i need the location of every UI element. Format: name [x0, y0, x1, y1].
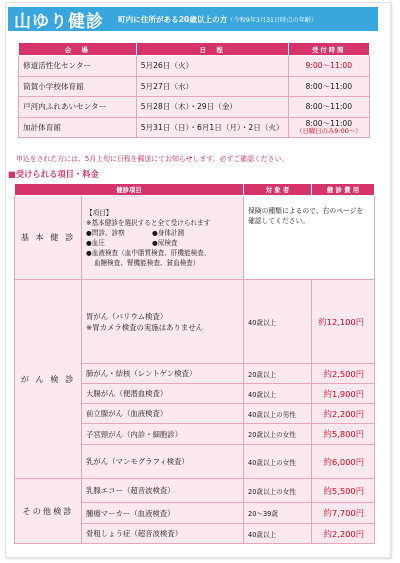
basic-fee-note: 保険の種類によるので、右のページを確認してください。 [244, 196, 375, 280]
target-cell: 20歳以上の女性 [244, 424, 312, 445]
time-cell: 8:00～11:00 [288, 97, 369, 118]
age-note: （令和9年3月31日時点の年齢） [227, 16, 318, 24]
exam-name: 胃がん（バリウム検査） [86, 311, 168, 321]
schedule-row [19, 97, 370, 118]
page-title: 山ゆり健診 [14, 11, 104, 32]
target-cell: 40歳以上の男性 [244, 404, 312, 424]
basic-category: 基 本 健 診 [15, 196, 82, 280]
fee-cell [312, 424, 375, 445]
other-category: その他検診 [15, 479, 82, 544]
fee-cell [312, 384, 375, 404]
basic-row [15, 196, 375, 280]
basic-items [82, 196, 244, 280]
fee-cell [312, 524, 375, 544]
exam-name: 肺がん・結核（レントゲン検査） [82, 364, 244, 384]
item-urine: ●尿検査 [152, 238, 178, 247]
target-cell: 40歳以上 [244, 524, 312, 544]
venue-cell: 筒賀小学校体育館 [19, 76, 137, 97]
fee-value: 約12,100円 [318, 316, 364, 327]
target-cell: 20歳以上 [244, 364, 312, 384]
fee-cell [312, 503, 375, 524]
time-cell: 9:00～11:00 [288, 56, 369, 77]
venue-cell: 修道活性化センター [19, 56, 137, 77]
target-cell: 40歳以上 [244, 280, 312, 364]
fee-value: 約2,200円 [323, 408, 364, 419]
exam-sub-note: ※胃カメラ検査の実施はありません [86, 322, 204, 332]
section-heading: ■受けられる項目・料金 [8, 169, 99, 179]
fee-value: 約2,200円 [323, 528, 364, 539]
fee-header: 健 診 費 用 [312, 184, 375, 196]
target-cell: 20歳以上の女性 [244, 479, 312, 503]
venue-cell: 戸河内ふれあいセンター [19, 97, 137, 118]
venue-cell: 加計体育館 [19, 117, 137, 138]
exam-name: 乳がん（マンモグラフィ検査） [82, 445, 244, 479]
items-label: 【項目】 [86, 208, 113, 217]
cancer-category: が ん 検 診 [15, 280, 82, 479]
exam-name: 子宮頸がん（内診・細胞診） [82, 424, 244, 445]
fee-cell [312, 479, 375, 503]
target-cell: 20～39歳 [244, 503, 312, 524]
notice-text: 申込をされた方には、5月上旬に日程を郵送にてお知らせします。必ずご確認ください。 [16, 155, 289, 163]
date-cell: 5月31日（日）・6月1日（月）・2日（火） [136, 117, 288, 138]
fee-cell [312, 445, 375, 479]
schedule-table [18, 42, 370, 138]
item-blood-test: ●血液検査（血中脂質検査、肝機能検査、 [86, 248, 211, 257]
date-cell: 5月27日（水） [136, 76, 288, 97]
basic-note: ※基本健診を選択すると全て受けられます [86, 218, 211, 227]
fee-cell [312, 364, 375, 384]
fee-value: 約2,500円 [323, 368, 364, 379]
date-cell: 5月26日（火） [136, 56, 288, 77]
target-cell: 40歳以上 [244, 384, 312, 404]
exam-cell [82, 280, 244, 364]
schedule-header-row [19, 43, 370, 56]
exam-name: 前立腺がん（血液検査） [82, 404, 244, 424]
date-header: 日 程 [136, 43, 288, 56]
date-cell: 5月28日（木）・29日（金） [136, 97, 288, 118]
title-bar [8, 7, 378, 31]
time-cell [288, 117, 369, 138]
schedule-row [19, 76, 370, 97]
exam-name: 骨粗しょう症（超音波検査） [82, 524, 244, 544]
tests-table [14, 183, 375, 544]
eligibility-text: 町内に住所がある20歳以上の方（令和9年3月31日時点の年齢） [118, 14, 318, 24]
fee-cell [312, 404, 375, 424]
item-measurement: ●身体計測 [152, 228, 185, 237]
fee-value: 約1,900円 [323, 388, 364, 399]
time-cell: 8:00～11:00 [288, 76, 369, 97]
fee-cell [312, 280, 375, 364]
exam-name: 腫瘍マーカー（血液検査） [82, 503, 244, 524]
fee-value: 約6,000円 [323, 456, 364, 467]
exam-header: 健診項目 [15, 184, 244, 196]
tests-header-row [15, 184, 375, 196]
time-value: 8:00～11:00 [305, 119, 353, 129]
fee-value: 約7,700円 [323, 508, 364, 518]
sunday-time-note: （日曜日のみ9:00～） [296, 127, 362, 136]
fee-value: 約5,800円 [323, 429, 364, 439]
target-header: 対 象 者 [244, 184, 312, 196]
schedule-row [19, 117, 370, 138]
item-blood-pressure: ●血圧 [86, 238, 105, 247]
schedule-row [19, 56, 370, 77]
exam-name: 大腸がん（便潜血検査） [82, 384, 244, 404]
item-interview: ●問診、診察 [86, 228, 125, 237]
time-header: 受付時間 [288, 43, 369, 56]
test-row [15, 280, 375, 364]
test-row [15, 479, 375, 503]
venue-header: 会 場 [19, 43, 137, 56]
exam-name: 乳腺エコー（超音波検査） [82, 479, 244, 503]
fee-value: 約5,500円 [323, 485, 364, 496]
target-cell: 40歳以上の女性 [244, 445, 312, 479]
item-blood-test-cont: 血糖検査、腎機能検査、貧血検査） [94, 258, 200, 267]
